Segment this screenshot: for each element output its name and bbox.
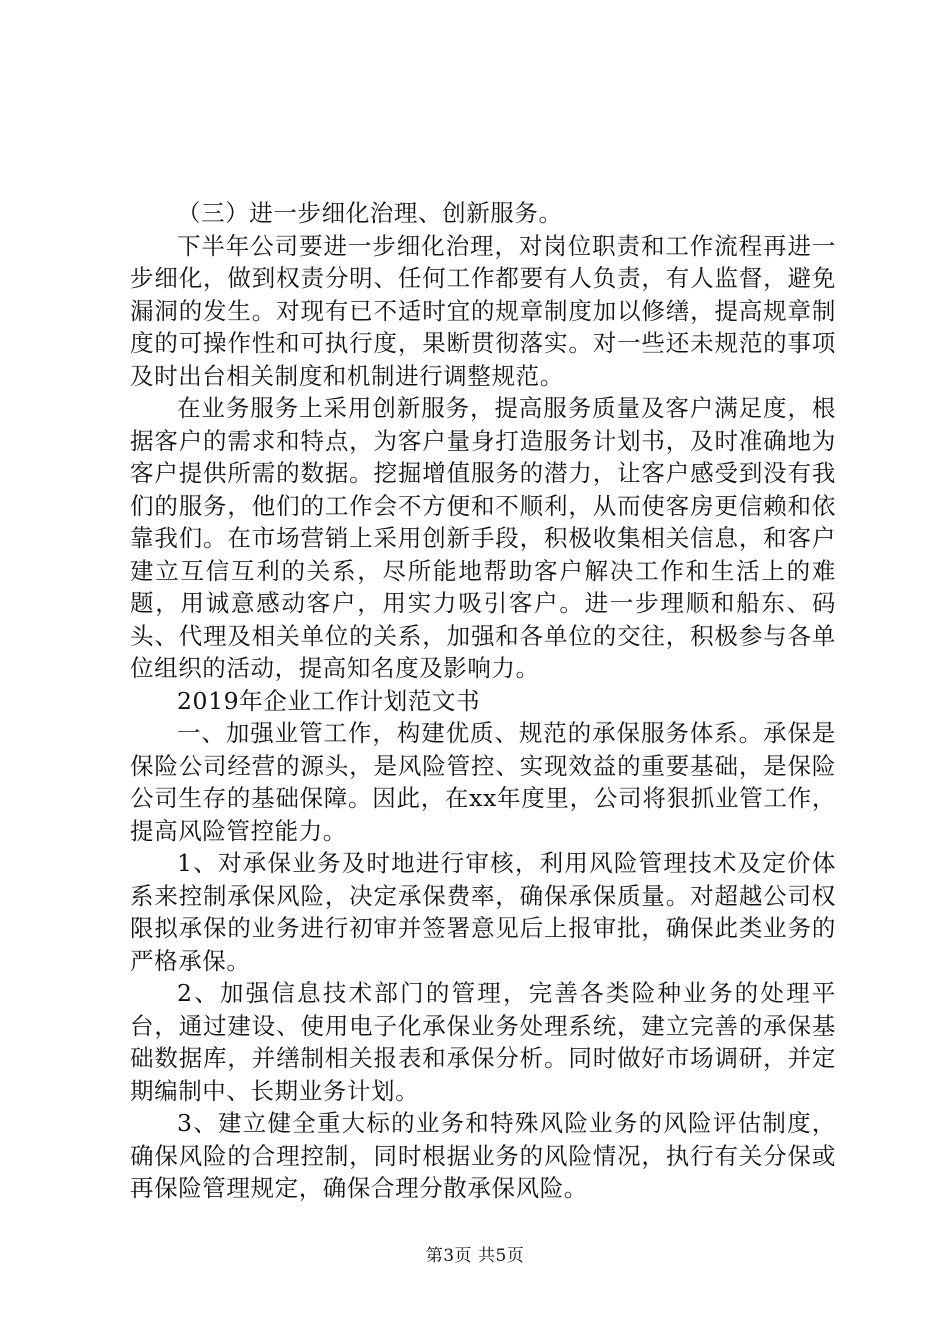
list-item: 2、加强信息技术部门的管理，完善各类险种业务的处理平台，通过建设、使用电子化承保业务处理系统，建立完善的承保基础数据库，并缮制相关报表和承保分析。同时做好市场调研，并定期编制中、长期业务计划。 [130, 979, 836, 1105]
list-item: 3、建立健全重大标的业务和特殊风险业务的风险评估制度，确保风险的合理控制，同时根据业务的风险情况，执行有关分保或再保险管理规定，确保合理分散承保风险。 [130, 1109, 836, 1202]
paragraph: 下半年公司要进一步细化治理，对岗位职责和工作流程再进一步细化，做到权责分明、任何工作都要有人负责，有人监督，避免漏洞的发生。对现有已不适时宜的规章制度加以修缮，提高规章制度的可操作性和可执行度，果断贯彻落实。对一些还未规范的事项及时出台相关制度和机制进行调整规范。 [130, 231, 836, 390]
section-heading: （三）进一步细化治理、创新服务。 [177, 199, 563, 227]
document-body [130, 197, 836, 1205]
list-item: 1、对承保业务及时地进行审核，利用风险管理技术及定价体系来控制承保风险，决定承保费率，确保承保质量。对超越公司权限拟承保的业务进行初审并签署意见后上报审批，确保此类业务的严格承保。 [130, 849, 836, 975]
paragraph: 一、加强业管工作，构建优质、规范的承保服务体系。承保是保险公司经营的源头，是风险管控、实现效益的重要基础，是保险公司生存的基础保障。因此，在xx年度里，公司将狠抓业管工作，提高风险管控能力。 [130, 719, 836, 845]
document-title: 2019年企业工作计划范文书 [177, 686, 481, 715]
page-number: 第3页 共5页 [425, 1246, 525, 1266]
paragraph: 在业务服务上采用创新服务，提高服务质量及客户满足度，根据客户的需求和特点，为客户量身打造服务计划书，及时准确地为客户提供所需的数据。挖掘增值服务的潜力，让客户感受到没有我们的服务，他们的工作会不方便和不顺利，从而使客房更信赖和依靠我们。在市场营销上采用创新手段，积极收集相关信息，和客户建立互信互利的关系，尽所能地帮助客户解决工作和生活上的难题，用诚意感动客户，用实力吸引客户。进一步理顺和船东、码头、代理及相关单位的关系，加强和各单位的交往，积极参与各单位组织的活动，提高知名度及影响力。 [130, 394, 836, 682]
